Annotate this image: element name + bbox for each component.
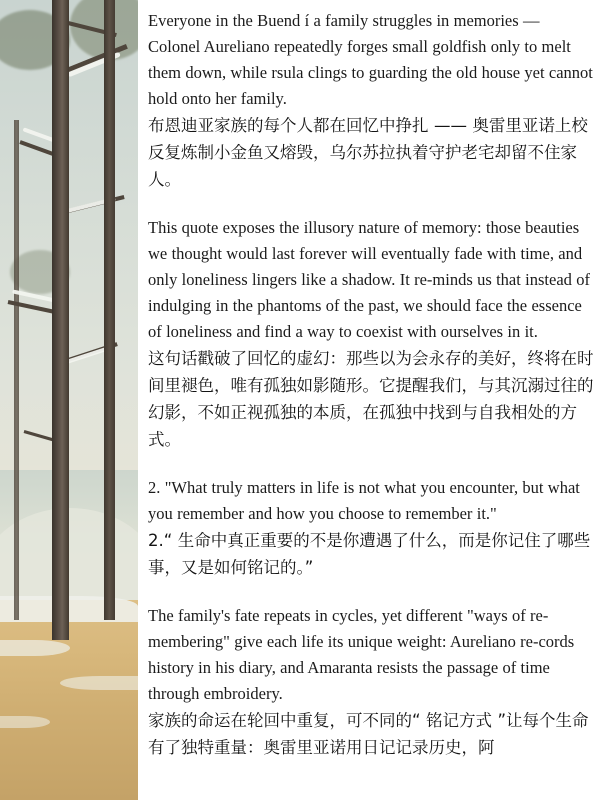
tree-trunk-thin [14, 120, 19, 620]
paragraph-spacer [148, 581, 595, 603]
paragraph-en: 2. "What truly matters in life is not what you encounter, but what you remember and how you choose to remember it." [148, 478, 580, 523]
snow-patch [0, 640, 70, 656]
text-column [138, 0, 609, 800]
snow-patch [0, 596, 138, 622]
paragraph-zh: 布恩迪亚家族的每个人都在回忆中挣扎 —— 奥雷里亚诺上校反复炼制小金鱼又熔毁，乌尔苏拉执着守护老宅却留不住家人。 [148, 116, 588, 189]
tree-trunk-main [52, 0, 69, 640]
paragraph-en: This quote exposes the illusory nature of memory: those beauties we thought would last forever will eventually fade with time, and only loneliness lingers like a shadow. It re-minds us that instead of indulging in the phantoms of the past, we should face the essence of loneliness and find a way to coexist with ourselves in it. [148, 218, 590, 341]
paragraph-spacer [148, 453, 595, 475]
paragraph-zh: 这句话戳破了回忆的虚幻：那些以为会永存的美好，终将在时间里褪色，唯有孤独如影随形。它提醒我们，与其沉溺过往的幻影，不如正视孤独的本质，在孤独中找到与自我相处的方式。 [148, 349, 594, 449]
paragraph-en: Everyone in the Buend í a family struggles in memories — Colonel Aureliano repeatedly forges small goldfish only to melt them down, while rsula clings to guarding the old house yet cannot hold onto her family. [148, 11, 593, 108]
snow-patch [0, 716, 50, 728]
paragraph-zh: 2.“ 生命中真正重要的不是你遭遇了什么，而是你记住了哪些事，又是如何铭记的。” [148, 531, 591, 577]
paragraph-en: The family's fate repeats in cycles, yet different "ways of re-membering" give each life its unique weight: Aureliano re-cords history in his diary, and Amaranta resists the passage of time through embroidery. [148, 606, 575, 703]
snow-patch [60, 676, 138, 690]
illustration-panel [0, 0, 138, 800]
tree-trunk-secondary [104, 0, 115, 620]
paragraph-zh: 家族的命运在轮回中重复，可不同的“ 铭记方式 ”让每个生命有了独特重量：奥雷里亚诺用日记记录历史，阿 [148, 711, 589, 757]
ground-area [0, 600, 138, 800]
paragraph-spacer [148, 193, 595, 215]
